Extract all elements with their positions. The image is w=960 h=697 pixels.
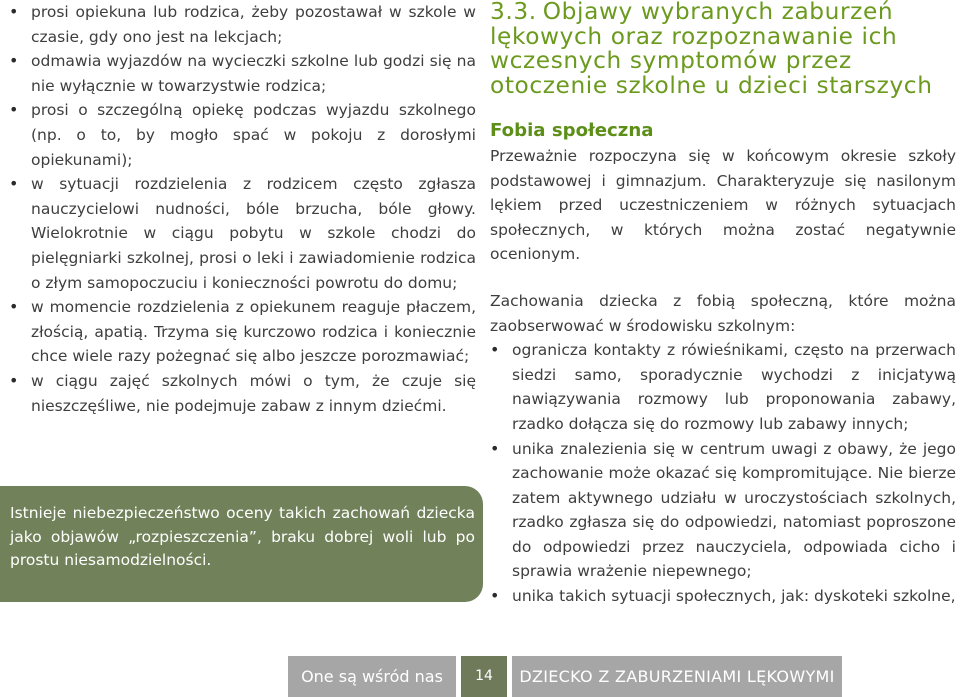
footer-series-title: One są wśród nas bbox=[288, 656, 456, 697]
list-item: • prosi o szczególną opiekę podczas wyjazdu szkolnego (np. o to, by mogło spać w pokoju z dorosłymi opiekunami); bbox=[9, 98, 476, 172]
subheading-social-phobia: Fobia społeczna bbox=[490, 120, 654, 142]
list-item: • ogranicza kontakty z rówieśnikami, często na przerwach siedzi samo, sporadycznie wychodzi z inicjatywą nawiązywania rozmowy lub proponowania zabawy, rzadko dołącza się do rozmowy lub zabawy innych; bbox=[490, 338, 956, 436]
left-column bbox=[9, 0, 476, 418]
paragraph: Zachowania dziecka z fobią społeczną, które można zaobserwować w środowisku szkolnym: bbox=[490, 291, 956, 335]
page-number: 14 bbox=[461, 656, 507, 697]
paragraph: Przeważnie rozpoczyna się w końcowym okresie szkoły podstawowej i gimnazjum. Charakteryzuje się nasilonym lękiem przed uczestniczeniem w różnych sytuacjach społecznych, w których można zostać negatywnie ocenionym. bbox=[490, 146, 956, 264]
list-item: • w momencie rozdzielenia z opiekunem reaguje płaczem, złością, apatią. Trzyma się kurczowo rodzica i koniecznie chce wiele razy pożegnać się albo jeszcze porozmawiać; bbox=[9, 295, 476, 369]
list-item: • odmawia wyjazdów na wycieczki szkolne lub godzi się na nie wyłącznie w towarzystwie rodzica; bbox=[9, 49, 476, 98]
separation-anxiety-behaviour-list bbox=[9, 0, 476, 418]
list-item: • w ciągu zajęć szkolnych mówi o tym, że czuje się nieszczęśliwe, nie podejmuje zabaw z innym dziećmi. bbox=[9, 369, 476, 418]
footer-booklet-title: DZIECKO Z ZABURZENIAMI LĘKOWYMI bbox=[512, 656, 842, 697]
section-title: Objawy wybranych zaburzeń lękowych oraz rozpoznawanie ich wczesnych symptomów przez otoczenie szkolne u dzieci starszych bbox=[490, 0, 933, 99]
right-column bbox=[490, 0, 956, 609]
list-item: • w sytuacji rozdzielenia z rodzicem często zgłasza nauczycielowi nudności, bóle brzucha, bóle głowy. Wielokrotnie w ciągu pobytu w szkole chodzi do pielęgniarki szkolnej, prosi o leki i zawiadomienie rodzica o złym samopoczuciu i konieczności powrotu do domu; bbox=[9, 172, 476, 295]
list-item: • unika znalezienia się w centrum uwagi z obawy, że jego zachowanie może okazać się kompromitujące. Nie bierze zatem aktywnego udziału w uroczystościach szkolnych, rzadko zgłasza się do odpowiedzi, natomiast poproszone do odpowiedzi przez nauczyciela, odpowiada cicho i sprawia wrażenie niepewnego; bbox=[490, 437, 956, 585]
section-heading bbox=[490, 0, 956, 98]
list-item: • prosi opiekuna lub rodzica, żeby pozostawał w szkole w czasie, gdy ono jest na lekcjach; bbox=[9, 0, 476, 49]
section-number: 3.3. bbox=[490, 0, 537, 25]
social-phobia-behaviour-list bbox=[490, 338, 956, 609]
callout-text: Istnieje niebezpieczeństwo oceny takich zachowań dziecka jako objawów „rozpieszczenia”, braku dobrej woli lub po prostu niesamodzielności. bbox=[10, 504, 475, 569]
page-footer bbox=[0, 656, 960, 697]
warning-callout-box bbox=[0, 486, 483, 602]
list-item: • unika takich sytuacji społecznych, jak: dyskoteki szkolne, bbox=[490, 584, 956, 609]
